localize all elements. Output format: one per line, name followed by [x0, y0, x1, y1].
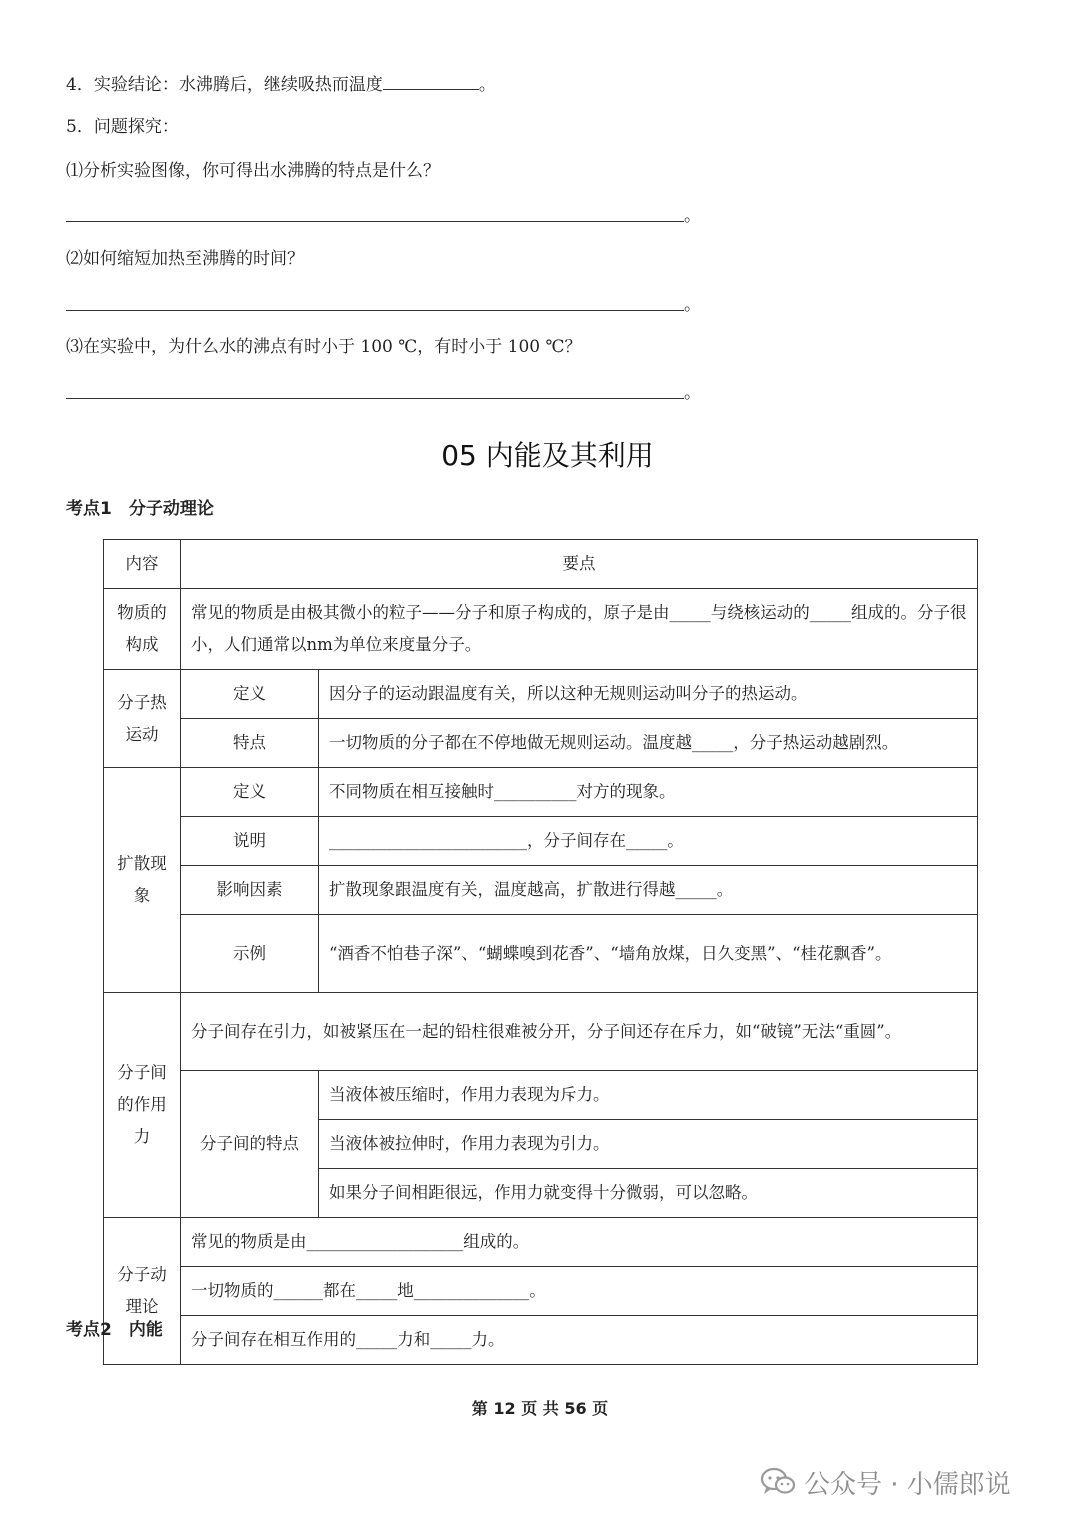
category-composition: 物质的构成 — [104, 589, 181, 670]
cell-text: 分子间存在相互作用的_____力和_____力。 — [181, 1316, 978, 1365]
table-row — [104, 1267, 978, 1316]
chapter-title: 05 内能及其利用 — [441, 439, 654, 472]
answer-end-1: 。 — [684, 206, 701, 226]
cell-text: 当液体被压缩时，作用力表现为斥力。 — [319, 1071, 978, 1120]
category-intermolecular-force: 分子间的作用力 — [104, 993, 181, 1218]
watermark — [760, 1462, 1011, 1502]
sub-label: 定义 — [181, 670, 319, 719]
wechat-icon — [760, 1467, 796, 1497]
cell-text: 因分子的运动跟温度有关，所以这种无规则运动叫分子的热运动。 — [319, 670, 978, 719]
cell-text: ________________________，分子间存在_____。 — [319, 817, 978, 866]
table-row — [104, 1218, 978, 1267]
sub-label: 示例 — [181, 915, 319, 993]
section-1-title: 考点1 分子动理论 — [66, 499, 214, 519]
table-row — [104, 1071, 978, 1120]
page-number: 第 12 页 共 56 页 — [471, 1399, 609, 1418]
answer-line-3 — [66, 398, 684, 399]
sub-label: 说明 — [181, 817, 319, 866]
table-header-row — [104, 540, 978, 589]
answer-line-1 — [66, 221, 684, 222]
cell-text: 常见的物质是由___________________组成的。 — [181, 1218, 978, 1267]
question-3: ⑶在实验中，为什么水的沸点有时小于 100 ℃，有时小于 100 ℃？ — [66, 337, 582, 357]
molecular-theory-table — [103, 539, 978, 1365]
header-keypoints: 要点 — [181, 540, 978, 589]
table-row — [104, 670, 978, 719]
answer-end-3: 。 — [684, 383, 701, 403]
cell-text: 不同物质在相互接触时__________对方的现象。 — [319, 768, 978, 817]
table-row — [104, 589, 978, 670]
category-kinetic-theory: 分子动理论 — [104, 1218, 181, 1365]
cell-text: 当液体被拉伸时，作用力表现为引力。 — [319, 1120, 978, 1169]
composition-text: 常见的物质是由极其微小的粒子——分子和原子构成的，原子是由_____与绕核运动的_____组成的。分子很小，人们通常以nm为单位来度量分子。 — [181, 589, 978, 670]
table-row — [104, 768, 978, 817]
table-row — [104, 993, 978, 1071]
table-row — [104, 866, 978, 915]
cell-text: 一切物质的______都在_____地______________。 — [181, 1267, 978, 1316]
table-row — [104, 817, 978, 866]
answer-line-2 — [66, 310, 684, 311]
sub-label: 影响因素 — [181, 866, 319, 915]
item-4: 4．实验结论：水沸腾后，继续吸热而温度 。 — [66, 71, 496, 97]
question-2: ⑵如何缩短加热至沸腾的时间？ — [66, 249, 304, 269]
cell-text: “酒香不怕巷子深”、“蝴蝶嗅到花香”、“墙角放煤，日久变黑”、“桂花飘香”。 — [319, 915, 978, 993]
table-row — [104, 719, 978, 768]
force-intro-text: 分子间存在引力，如被紧压在一起的铅柱很难被分开，分子间还存在斥力，如“破镜”无法“重圆”。 — [181, 993, 978, 1071]
question-1: ⑴分析实验图像，你可得出水沸腾的特点是什么？ — [66, 161, 440, 181]
header-content: 内容 — [104, 540, 181, 589]
section-2-title: 考点2 内能 — [66, 1320, 163, 1340]
sub-label: 分子间的特点 — [181, 1071, 319, 1218]
cell-text: 如果分子间相距很远，作用力就变得十分微弱，可以忽略。 — [319, 1169, 978, 1218]
category-diffusion: 扩散现象 — [104, 768, 181, 993]
answer-blank — [383, 71, 479, 90]
cell-text: 扩散现象跟温度有关，温度越高，扩散进行得越_____。 — [319, 866, 978, 915]
table-row — [104, 1316, 978, 1365]
sub-label: 特点 — [181, 719, 319, 768]
watermark-text: 公众号 · 小儒郎说 — [804, 1469, 1011, 1500]
cell-text: 一切物质的分子都在不停地做无规则运动。温度越_____，分子热运动越剧烈。 — [319, 719, 978, 768]
answer-end-2: 。 — [684, 295, 701, 315]
sub-label: 定义 — [181, 768, 319, 817]
table-row — [104, 915, 978, 993]
category-thermal-motion: 分子热运动 — [104, 670, 181, 768]
item-5: 5．问题探究： — [66, 117, 179, 137]
